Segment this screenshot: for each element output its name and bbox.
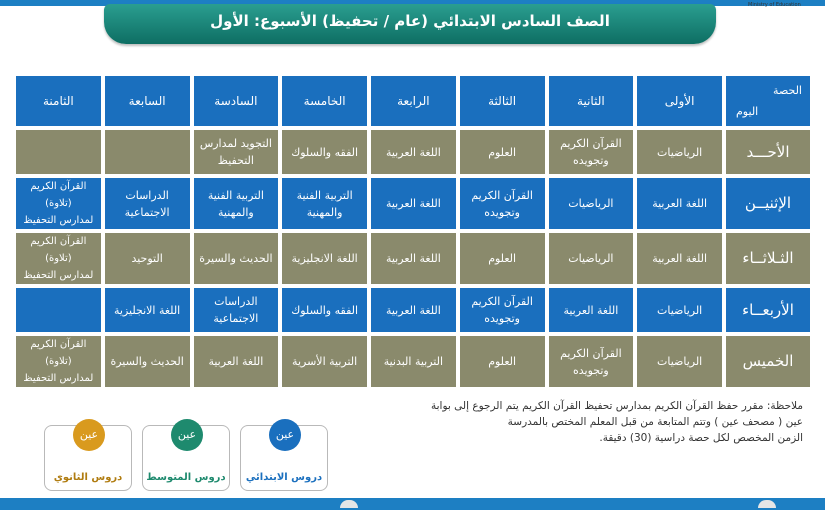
schedule-cell: التجويد لمدارس التحفيظ [194, 130, 279, 174]
schedule-cell: الرياضيات [549, 178, 634, 229]
schedule-cell: اللغة العربية [371, 233, 456, 284]
day-label: الأحـــد [726, 130, 810, 174]
schedule-cell [105, 130, 190, 174]
schedule-cell: القرآن الكريم (تلاوة) لمدارس التحفيظ [16, 336, 101, 387]
bottom-bar [0, 498, 825, 510]
day-row-sunday [16, 130, 810, 174]
schedule-cell: الدراسات الاجتماعية [194, 288, 279, 332]
schedule-cell: اللغة الانجليزية [282, 233, 367, 284]
schedule-cell: اللغة العربية [549, 288, 634, 332]
ein-logo-icon: عين [73, 419, 105, 451]
badge-label: دروس الثانوي [53, 472, 123, 483]
schedule-cell: التوحيد [105, 233, 190, 284]
day-label: الإثنيــن [726, 178, 810, 229]
schedule-cell: اللغة العربية [371, 178, 456, 229]
schedule-cell [16, 130, 101, 174]
schedule-cell: العلوم [460, 130, 545, 174]
period-header: الرابعة [371, 76, 456, 126]
schedule-cell: اللغة العربية [194, 336, 279, 387]
corner-cell [726, 76, 810, 126]
schedule-cell [16, 288, 101, 332]
period-header: السابعة [105, 76, 190, 126]
ministry-label: Ministry of Education [748, 2, 801, 8]
day-row-monday [16, 178, 810, 229]
schedule-cell: اللغة الانجليزية [105, 288, 190, 332]
title-banner [104, 4, 716, 44]
badge-label: دروس المتوسط [146, 472, 226, 483]
period-header-row [16, 76, 810, 126]
schedule-cell: الحديث والسيرة [105, 336, 190, 387]
page-title: الصف السادس الابتدائي (عام / تحفيظ) الأسبوع: الأول [210, 12, 610, 30]
note-line: ملاحظة: مقرر حفظ القرآن الكريم بمدارس تحفيظ القرآن الكريم يتم الرجوع إلى بوابة [430, 400, 803, 412]
day-row-wednesday [16, 288, 810, 332]
schedule-cell: الرياضيات [549, 233, 634, 284]
schedule-cell: الفقه والسلوك [282, 288, 367, 332]
schedule-cell: الرياضيات [637, 336, 722, 387]
ein-logo-icon: عين [171, 419, 203, 451]
schedule-cell: اللغة العربية [371, 288, 456, 332]
day-label: الأربعــاء [726, 288, 810, 332]
footer-icon [758, 500, 776, 508]
primary-lessons-button[interactable] [240, 425, 328, 491]
schedule-cell: القرآن الكريم وتجويده [549, 130, 634, 174]
period-header: الثانية [549, 76, 634, 126]
day-label: الثـلاثــاء [726, 233, 810, 284]
period-header: الثالثة [460, 76, 545, 126]
secondary-lessons-button[interactable] [44, 425, 132, 491]
schedule-cell: الرياضيات [637, 288, 722, 332]
schedule-cell: التربية الأسرية [282, 336, 367, 387]
note-block [363, 398, 803, 446]
footer-icon [340, 500, 358, 508]
schedule-cell: الفقه والسلوك [282, 130, 367, 174]
schedule-cell: اللغة العربية [637, 178, 722, 229]
badge-label: دروس الابتدائي [245, 472, 323, 483]
schedule-cell: القرآن الكريم (تلاوة) لمدارس التحفيظ [16, 233, 101, 284]
schedule-cell: القرآن الكريم وتجويده [549, 336, 634, 387]
period-header: الخامسة [282, 76, 367, 126]
schedule-cell: اللغة العربية [637, 233, 722, 284]
ein-logo-icon: عين [269, 419, 301, 451]
schedule-cell: التربية الفنية والمهنية [194, 178, 279, 229]
period-header: الأولى [637, 76, 722, 126]
corner-period-label: الحصة [773, 84, 802, 97]
schedule-cell: الدراسات الاجتماعية [105, 178, 190, 229]
schedule-cell: العلوم [460, 233, 545, 284]
day-row-tuesday [16, 233, 810, 284]
intermediate-lessons-button[interactable] [142, 425, 230, 491]
period-header: السادسة [194, 76, 279, 126]
note-line: الزمن المخصص لكل حصة دراسية (30) دقيقة. [599, 432, 803, 444]
schedule-table [12, 72, 814, 391]
schedule-cell: التربية البدنية [371, 336, 456, 387]
day-row-thursday [16, 336, 810, 387]
schedule-cell: الحديث والسيرة [194, 233, 279, 284]
schedule-cell: الرياضيات [637, 130, 722, 174]
period-header: الثامنة [16, 76, 101, 126]
note-line: عين ( مصحف عين ) وتتم المتابعة من قبل المعلم المختص بالمدرسة [507, 416, 803, 428]
schedule-cell: التربية الفنية والمهنية [282, 178, 367, 229]
schedule-cell: اللغة العربية [371, 130, 456, 174]
schedule-cell: العلوم [460, 336, 545, 387]
schedule-cell: القرآن الكريم وتجويده [460, 288, 545, 332]
schedule-cell: القرآن الكريم (تلاوة) لمدارس التحفيظ [16, 178, 101, 229]
day-label: الخميس [726, 336, 810, 387]
corner-day-label: اليوم [736, 105, 759, 118]
schedule-cell: القرآن الكريم وتجويده [460, 178, 545, 229]
